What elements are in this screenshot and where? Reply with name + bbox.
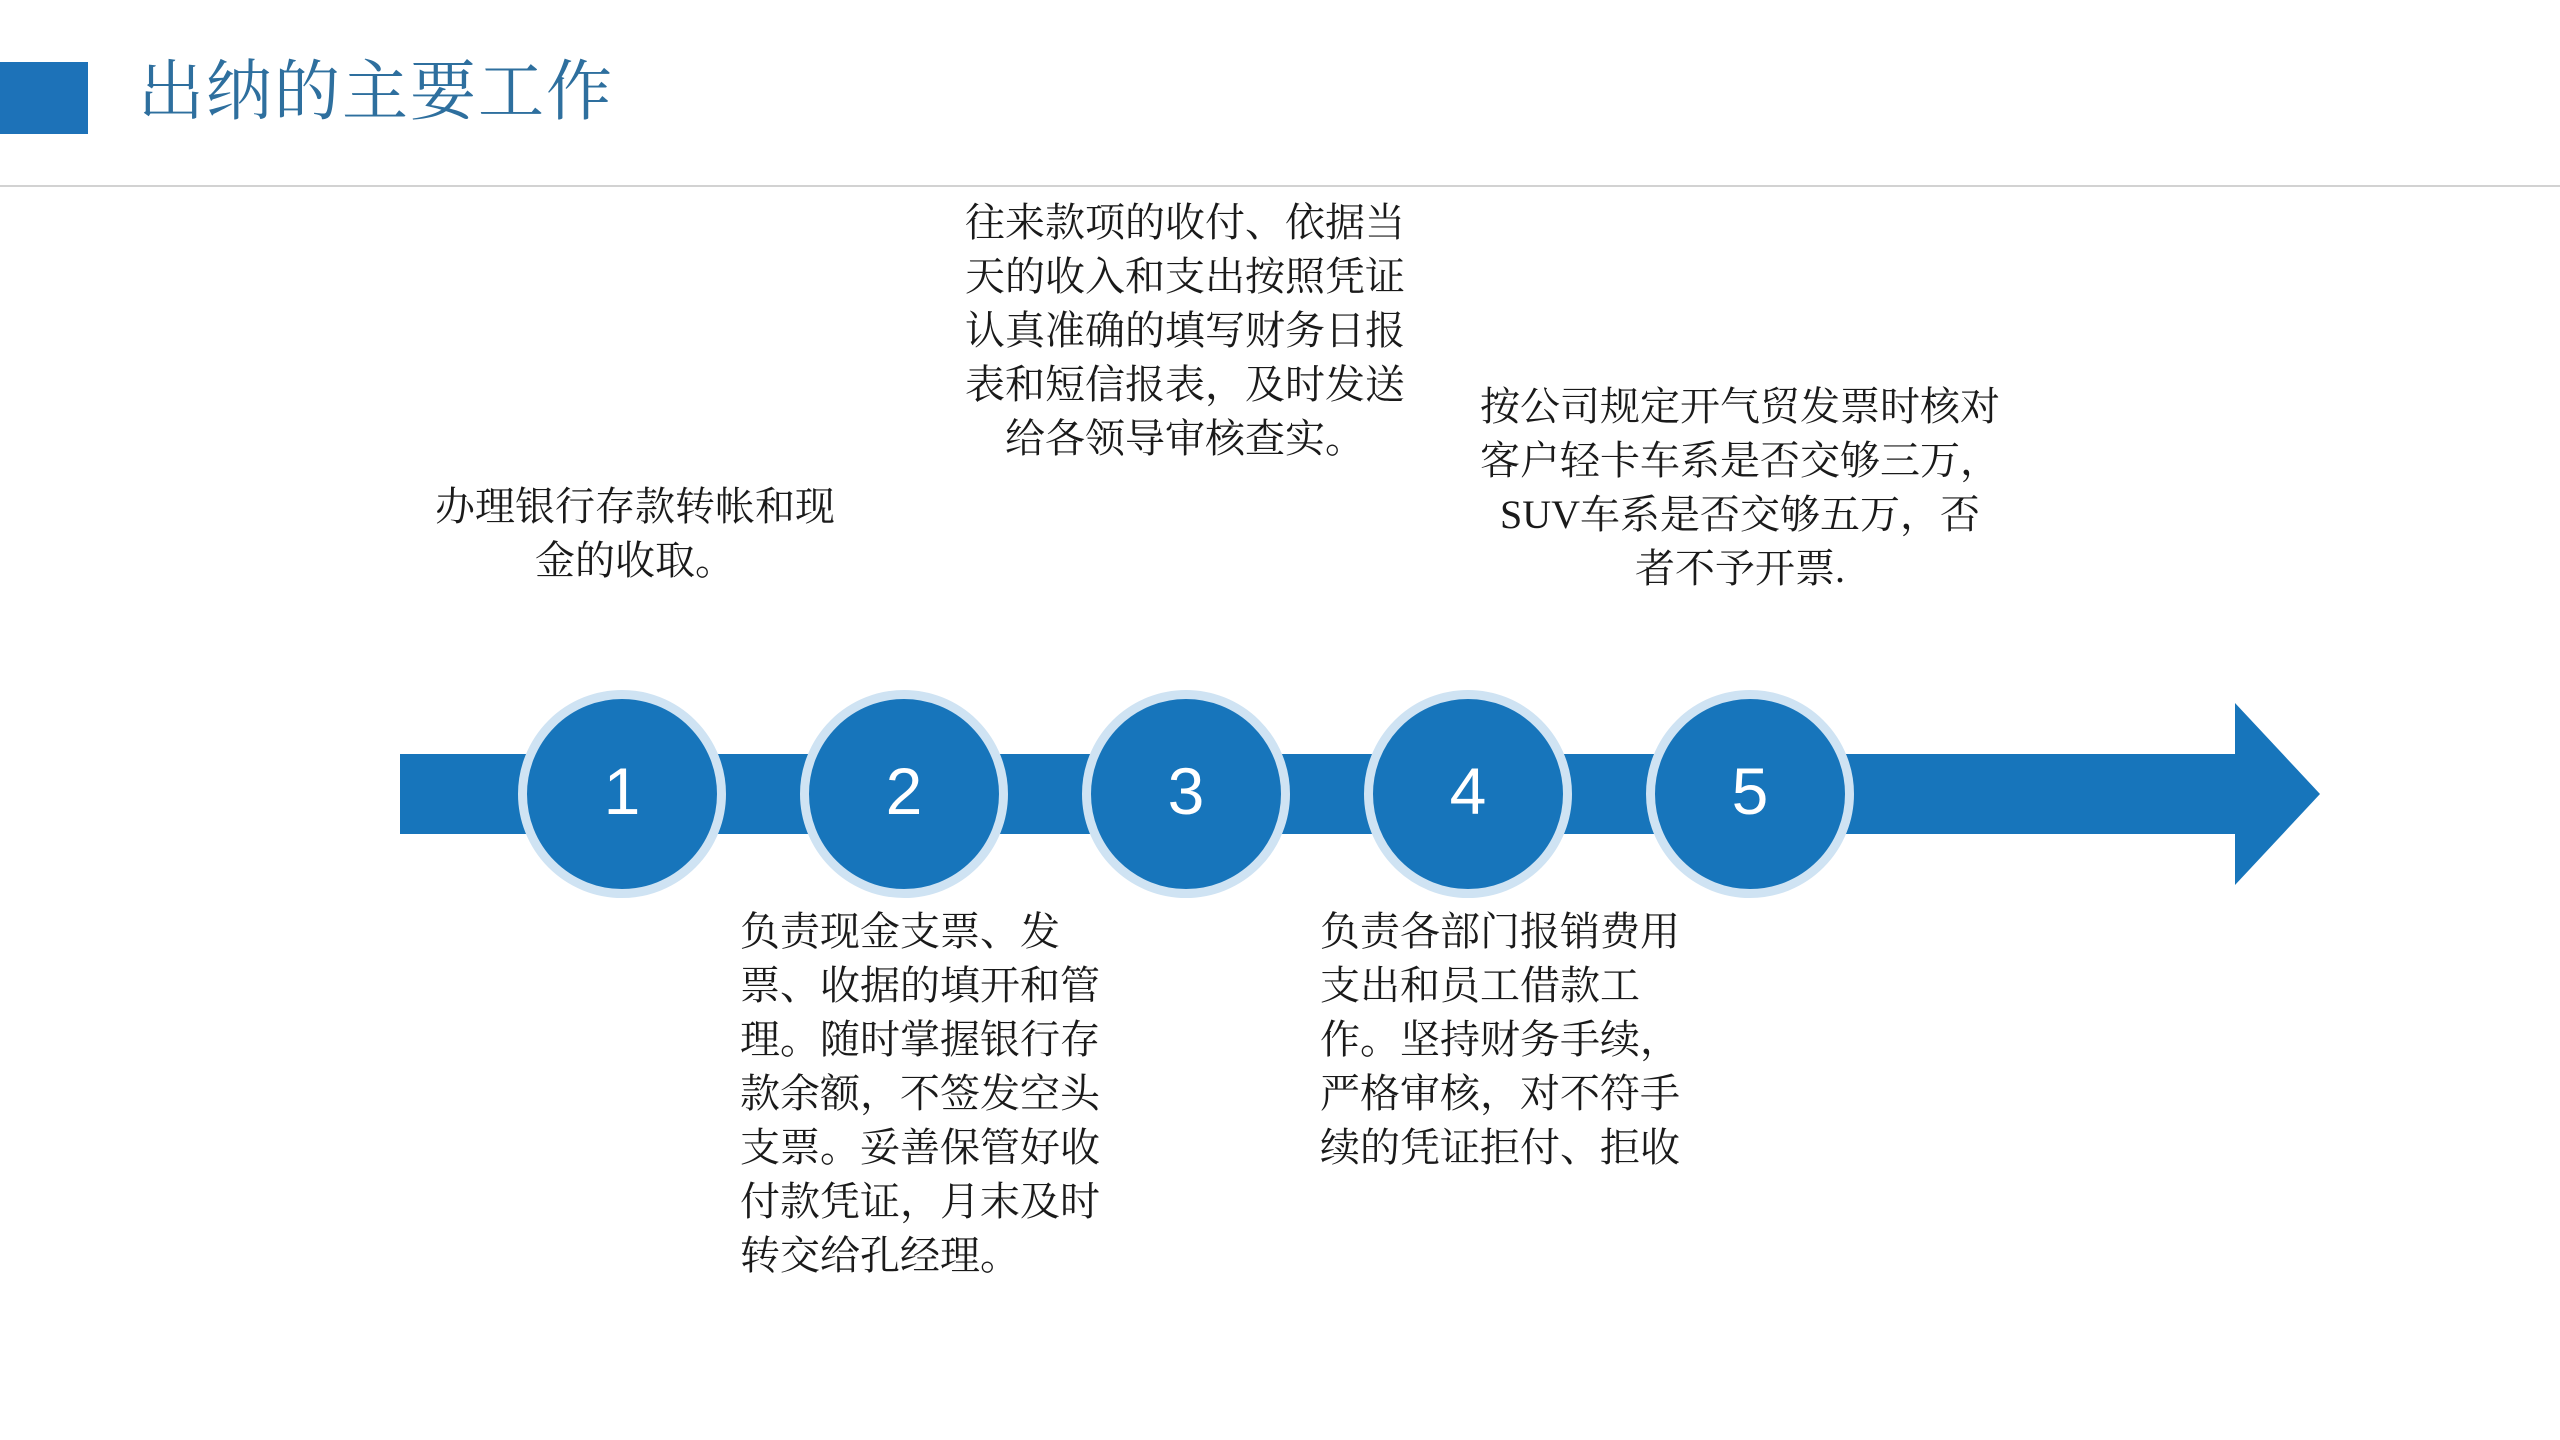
header-divider [0,185,2560,187]
step-node-4[interactable] [1364,690,1572,898]
step-caption-1: 办理银行存款转帐和现金的收取。 [435,484,835,583]
step-caption-2: 负责现金支票、发票、收据的填开和管理。随时掌握银行存款余额，不签发空头支票。妥善保管好收付款凭证，月末及时转交给孔经理。 [740,909,1100,1278]
step-node-2[interactable] [800,690,1008,898]
step-number-2: 2 [885,754,923,828]
process-timeline [0,690,2560,900]
step-number-3: 3 [1167,754,1205,828]
step-caption-3: 往来款项的收付、依据当天的收入和支出按照凭证认真准确的填写财务日报表和短信报表，及时发送给各领导审核查实。 [965,200,1405,461]
step-caption-5: 按公司规定开气贸发票时核对客户轻卡车系是否交够三万，SUV车系是否交够五万，否者不予开票. [1480,384,2000,591]
step-node-1[interactable] [518,690,726,898]
slide-header [0,0,2560,186]
step-number-1: 1 [603,754,641,828]
step-node-5[interactable] [1646,690,1854,898]
page-title: 出纳的主要工作 [138,54,614,128]
step-number-5: 5 [1731,754,1769,828]
header-accent-block [0,62,88,134]
step-number-4: 4 [1449,754,1487,828]
step-node-3[interactable] [1082,690,1290,898]
arrow-head-icon [2235,703,2320,885]
step-caption-4: 负责各部门报销费用支出和员工借款工作。坚持财务手续，严格审核，对不符手续的凭证拒付、拒收 [1320,909,1680,1170]
